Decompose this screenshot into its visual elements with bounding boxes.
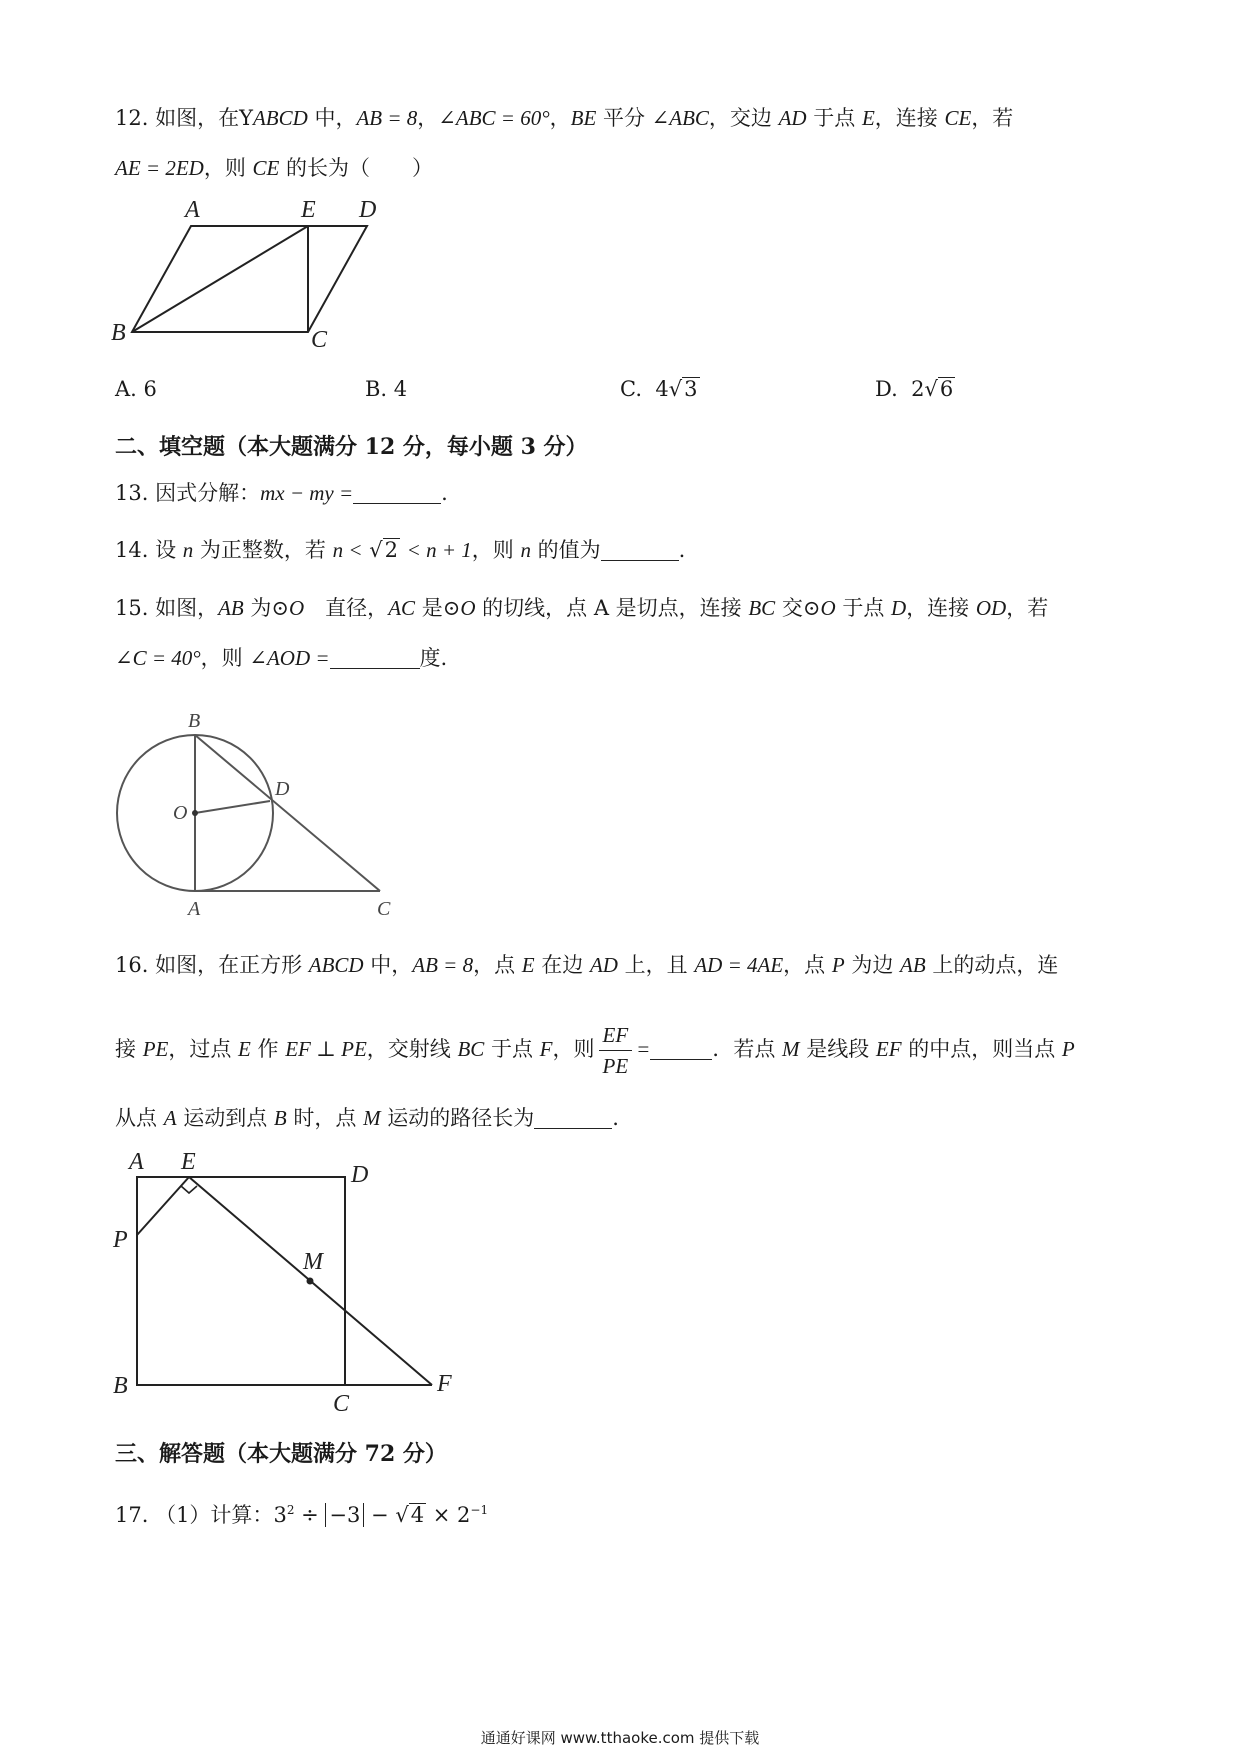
q16-m: M bbox=[782, 1037, 800, 1061]
option-b-text: B. 4 bbox=[365, 377, 408, 401]
q16-ab-eq: AB = 8 bbox=[412, 953, 474, 977]
text: . bbox=[678, 538, 686, 562]
label-a: A bbox=[185, 197, 200, 223]
text: 于点 bbox=[484, 1037, 540, 1061]
q15-bc: BC bbox=[748, 596, 776, 620]
q16-bc: BC bbox=[457, 1037, 485, 1061]
label-e: E bbox=[301, 197, 316, 223]
q16-p: P bbox=[1061, 1037, 1075, 1061]
sqrt-sign: √ bbox=[668, 377, 683, 401]
text: 上的动点，连 bbox=[925, 953, 1059, 977]
text: ，若 bbox=[1006, 596, 1049, 620]
text: 中， bbox=[363, 953, 413, 977]
midpoint-m bbox=[307, 1278, 314, 1285]
q12-ad: AD bbox=[778, 106, 807, 130]
text: 为正整数，若 bbox=[193, 538, 333, 562]
text: ．若点 bbox=[712, 1037, 783, 1061]
q16-line3 bbox=[115, 1103, 619, 1133]
q12-number: 12. 如图，在 bbox=[115, 106, 240, 130]
option-d-coef: 2 bbox=[911, 377, 925, 401]
q15-line2 bbox=[115, 643, 447, 673]
q15-d: D bbox=[891, 596, 907, 620]
text: 是线段 bbox=[799, 1037, 876, 1061]
q12-ae-eq: AE = 2ED bbox=[115, 156, 204, 180]
q14-radicand: 2 bbox=[384, 538, 398, 562]
q15-number: 15. 如图， bbox=[115, 596, 219, 620]
text: ，点 bbox=[783, 953, 832, 977]
q16-e: E bbox=[521, 953, 535, 977]
text: 的切线，点 A 是切点，连接 bbox=[475, 596, 749, 620]
label-a: A bbox=[129, 1149, 144, 1175]
text: . bbox=[441, 481, 448, 505]
text: 从点 bbox=[115, 1106, 164, 1130]
circle-tangent-figure bbox=[105, 705, 415, 925]
q15-o: O bbox=[460, 596, 476, 620]
q15-angle-aod: ∠AOD = bbox=[249, 646, 330, 670]
option-d-prefix: D. bbox=[875, 377, 898, 401]
sqrt-sign: √ bbox=[369, 538, 383, 562]
text: ，则 bbox=[552, 1037, 595, 1061]
label-c: C bbox=[311, 327, 328, 350]
q15-od: OD bbox=[975, 596, 1007, 620]
q13-expression: mx − my = bbox=[260, 481, 354, 505]
fraction-numerator: EF bbox=[599, 1020, 633, 1051]
q16-number: 16. 如图，在正方形 bbox=[115, 953, 309, 977]
text: ，连接 bbox=[874, 106, 945, 130]
q16-line2 bbox=[115, 1018, 1075, 1081]
label-m: M bbox=[303, 1249, 323, 1275]
text: ，交射线 bbox=[366, 1037, 458, 1061]
text: 接 bbox=[115, 1037, 143, 1061]
right-angle-mark bbox=[181, 1186, 197, 1193]
q16-abcd: ABCD bbox=[308, 953, 364, 977]
text: 的值为 bbox=[530, 538, 601, 562]
q12-ce2: CE bbox=[252, 156, 280, 180]
text: ，交边 bbox=[708, 106, 779, 130]
text: ，则 bbox=[471, 538, 521, 562]
section-2-heading: 二、填空题（本大题满分 12 分，每小题 3 分） bbox=[115, 434, 588, 460]
q17-times: × 2 bbox=[426, 1503, 471, 1527]
q15-ab: AB bbox=[218, 596, 244, 620]
center-point bbox=[192, 810, 198, 816]
q16-fraction bbox=[599, 1020, 633, 1081]
text: ，则 bbox=[200, 646, 250, 670]
segment-pe bbox=[137, 1177, 189, 1235]
label-e: E bbox=[181, 1149, 196, 1175]
label-c: C bbox=[333, 1391, 350, 1415]
q16-pe: PE bbox=[142, 1037, 169, 1061]
q12-angle: ∠ABC = 60° bbox=[438, 106, 550, 130]
q12-be: BE bbox=[570, 106, 597, 130]
text: 直径， bbox=[304, 596, 389, 620]
fraction-denominator: PE bbox=[602, 1054, 629, 1078]
square-abcd bbox=[137, 1177, 345, 1385]
page-footer: 通通好课网 www.tthaoke.com 提供下载 bbox=[480, 1729, 760, 1747]
option-a-text: A. 6 bbox=[115, 377, 157, 401]
option-c-radicand: 3 bbox=[684, 377, 698, 401]
sqrt-sign: √ bbox=[924, 377, 938, 401]
text: 上，且 bbox=[617, 953, 695, 977]
q17-exponent-2: −1 bbox=[470, 1503, 489, 1517]
segment-bc bbox=[195, 735, 380, 891]
option-c-prefix: C. bbox=[620, 377, 642, 401]
text: 时，点 bbox=[286, 1106, 364, 1130]
q16-m: M bbox=[363, 1106, 381, 1130]
text: ， bbox=[417, 106, 439, 130]
q16-a: A bbox=[163, 1106, 177, 1130]
text: 是⊙ bbox=[415, 596, 461, 620]
label-d: D bbox=[359, 197, 377, 223]
q16-line1 bbox=[115, 950, 1058, 980]
label-d: D bbox=[275, 778, 290, 800]
q16-f: F bbox=[539, 1037, 553, 1061]
text: ，则 bbox=[203, 156, 253, 180]
text: 中， bbox=[307, 106, 357, 130]
q13-answer-blank[interactable] bbox=[353, 481, 441, 504]
text: 运动的路径长为 bbox=[380, 1106, 535, 1130]
text: 运动到点 bbox=[176, 1106, 274, 1130]
square-figure bbox=[105, 1145, 475, 1415]
q12-e: E bbox=[861, 106, 875, 130]
q13-line bbox=[115, 478, 448, 508]
q12-ab-eq: AB = 8 bbox=[356, 106, 418, 130]
text: 为⊙ bbox=[243, 596, 290, 620]
option-c bbox=[620, 377, 700, 401]
text: 在边 bbox=[534, 953, 590, 977]
q14-answer-blank[interactable] bbox=[601, 538, 679, 561]
q14-ineq-right: < n + 1 bbox=[406, 538, 472, 562]
label-b: B bbox=[111, 320, 126, 346]
q16-perp: EF ⊥ PE bbox=[285, 1037, 367, 1061]
option-d-radicand: 6 bbox=[939, 377, 954, 401]
text: 为边 bbox=[844, 953, 901, 977]
q16-b: B bbox=[273, 1106, 287, 1130]
q15-ac: AC bbox=[388, 596, 416, 620]
q16-p: P bbox=[831, 953, 845, 977]
label-c: C bbox=[377, 898, 391, 920]
text: 作 bbox=[250, 1037, 286, 1061]
q14-n: n bbox=[182, 538, 194, 562]
text: ，连接 bbox=[906, 596, 976, 620]
text: 度. bbox=[419, 646, 448, 670]
label-p: P bbox=[113, 1227, 128, 1253]
q14-line bbox=[115, 535, 685, 565]
q17-radicand: 4 bbox=[410, 1503, 425, 1527]
q12-angle2: ∠ABC bbox=[651, 106, 709, 130]
text: . bbox=[612, 1106, 619, 1130]
option-b bbox=[365, 377, 407, 401]
q14-number: 14. 设 bbox=[115, 538, 183, 562]
text: ，点 bbox=[473, 953, 522, 977]
parallelogram-figure bbox=[105, 195, 405, 350]
q16-ef: EF bbox=[875, 1037, 902, 1061]
q17-base: 3 bbox=[273, 1503, 287, 1527]
q17-absolute-value: −3 bbox=[325, 1503, 364, 1527]
q16-answer-blank-2[interactable] bbox=[534, 1106, 612, 1129]
label-f: F bbox=[437, 1371, 452, 1397]
q12-abcd: ABCD bbox=[252, 106, 308, 130]
sqrt-sign: √ bbox=[395, 1503, 409, 1527]
label-b: B bbox=[113, 1373, 128, 1399]
q16-answer-blank-1[interactable] bbox=[650, 1037, 712, 1060]
q16-equals: = bbox=[636, 1037, 651, 1061]
label-a: A bbox=[188, 898, 201, 920]
segment-od bbox=[195, 801, 270, 813]
q17-minus: − bbox=[364, 1503, 396, 1527]
q17-number: 17. （1）计算： bbox=[115, 1503, 274, 1527]
label-d: D bbox=[351, 1162, 369, 1188]
q14-ineq-left: n < bbox=[332, 538, 363, 562]
parallelogram-symbol: Y bbox=[239, 106, 253, 130]
q16-ad-eq: AD = 4AE bbox=[694, 953, 784, 977]
text: 平分 bbox=[596, 106, 652, 130]
q15-o: O bbox=[820, 596, 836, 620]
section-3-heading: 三、解答题（本大题满分 72 分） bbox=[115, 1441, 447, 1467]
option-c-coef: 4 bbox=[655, 377, 669, 401]
q15-line1 bbox=[115, 593, 1048, 623]
text: 于点 bbox=[806, 106, 862, 130]
q15-o: O bbox=[289, 596, 305, 620]
text: 交⊙ bbox=[775, 596, 821, 620]
q17-divide: ÷ bbox=[294, 1503, 326, 1527]
segment-be bbox=[132, 226, 308, 332]
option-d bbox=[875, 377, 955, 401]
label-b: B bbox=[188, 710, 201, 732]
text: 的长为（ ） bbox=[279, 156, 434, 180]
text: 于点 bbox=[835, 596, 892, 620]
text: 的中点，则当点 bbox=[901, 1037, 1062, 1061]
q15-angle-c: ∠C = 40° bbox=[115, 646, 201, 670]
text: ，若 bbox=[971, 106, 1014, 130]
q12-ce: CE bbox=[944, 106, 972, 130]
q12-line1 bbox=[115, 103, 1013, 133]
q17-exponent: 2 bbox=[286, 1503, 295, 1517]
q12-line2 bbox=[115, 153, 433, 183]
q16-ad: AD bbox=[589, 953, 618, 977]
label-o: O bbox=[173, 802, 188, 824]
q14-n2: n bbox=[520, 538, 531, 562]
text: ，过点 bbox=[168, 1037, 239, 1061]
q15-answer-blank[interactable] bbox=[330, 646, 420, 669]
q16-ab: AB bbox=[900, 953, 926, 977]
q16-e: E bbox=[238, 1037, 251, 1061]
parallelogram-abcd bbox=[132, 226, 367, 332]
text: ， bbox=[549, 106, 571, 130]
q17-line bbox=[115, 1495, 488, 1530]
q13-number: 13. 因式分解： bbox=[115, 481, 261, 505]
option-a bbox=[115, 377, 157, 401]
